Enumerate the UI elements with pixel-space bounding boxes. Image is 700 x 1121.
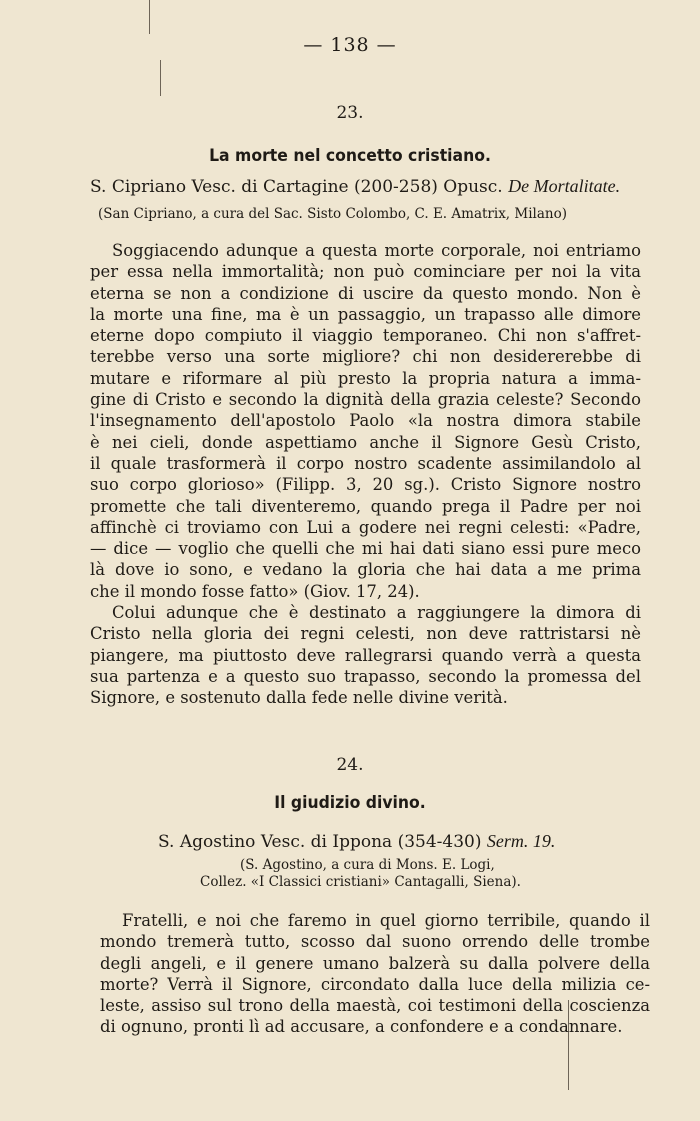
- text-line: Fratelli, e noi che faremo in quel giorno terribile, quando il: [122, 911, 650, 930]
- source-credit: (S. Agostino, a cura di Mons. E. Logi,: [240, 857, 495, 873]
- text-line: mondo tremerà tutto, scosso dal suono orrendo delle trombe: [100, 932, 650, 952]
- source-work-title: Serm. 19.: [486, 831, 556, 851]
- text-line: è nei cieli, donde aspettiamo anche il Signore Gesù Cristo,: [90, 432, 641, 452]
- text-line: Signore, e sostenuto dalla fede nelle divine verità.: [90, 688, 508, 708]
- text-line: morte? Verrà il Signore, circondato dalla luce della milizia ce-: [100, 974, 650, 994]
- text-line: gine di Cristo e secondo la dignità della grazia celeste? Secondo: [90, 390, 641, 410]
- text-line: l'insegnamento dell'apostolo Paolo «la nostra dimora stabile: [90, 411, 641, 431]
- margin-mark: [149, 0, 150, 34]
- source-credit: Collez. «I Classici cristiani» Cantagalli, Siena).: [200, 874, 521, 890]
- text-line: di ognuno, pronti lì ad accusare, a confondere e a condannare.: [100, 1017, 623, 1037]
- text-line: affinchè ci troviamo con Lui a godere nei regni celesti: «Padre,: [90, 517, 641, 537]
- text-line: degli angeli, e il genere umano balzerà su dalla polvere della: [100, 953, 650, 973]
- text-line: leste, assiso sul trono della maestà, coi testimoni della coscienza: [100, 996, 650, 1016]
- text-line: Soggiacendo adunque a questa morte corporale, noi entriamo: [112, 241, 641, 260]
- page-number: — 138 —: [303, 34, 397, 56]
- margin-mark: [160, 60, 161, 96]
- text-line: eterna se non a condizione di uscire da questo mondo. Non è: [90, 283, 641, 303]
- section-title: Il giudizio divino.: [274, 793, 426, 813]
- paragraph: [100, 910, 650, 1038]
- source-work-title: De Mortalitate.: [508, 176, 621, 196]
- text-line: mutare e riformare al più presto la propria natura a imma-: [90, 368, 641, 388]
- text-line: Colui adunque che è destinato a raggiungere la dimora di: [112, 603, 641, 623]
- source-credit: (San Cipriano, a cura del Sac. Sisto Colombo, C. E. Amatrix, Milano): [98, 206, 567, 222]
- source-author: S. Cipriano Vesc. di Cartagine (200-258) Opusc.: [90, 177, 503, 197]
- text-line: suo corpo glorioso» (Filipp. 3, 20 sg.). Cristo Signore nostro: [90, 475, 641, 495]
- text-line: terebbe verso una sorte migliore? chi non desidererebbe di: [90, 347, 641, 367]
- section-source: [158, 831, 555, 852]
- text-line: per essa nella immortalità; non può cominciare per noi la vita: [90, 262, 641, 282]
- section-number: 23.: [336, 103, 364, 123]
- section-title: La morte nel concetto cristiano.: [209, 146, 491, 166]
- text-line: Cristo nella gloria dei regni celesti, non deve rattristarsi nè: [90, 624, 641, 644]
- text-line: che il mondo fosse fatto» (Giov. 17, 24).: [90, 581, 420, 601]
- text-line: la morte una fine, ma è un passaggio, un trapasso alle dimore: [90, 304, 641, 324]
- section-number: 24.: [336, 755, 364, 775]
- paragraph: [90, 240, 641, 709]
- text-line: promette che tali diventeremo, quando prega il Padre per noi: [90, 496, 641, 516]
- text-line: eterne dopo compiuto il viaggio temporaneo. Chi non s'affret-: [90, 326, 641, 346]
- source-author: S. Agostino Vesc. di Ippona (354-430): [158, 832, 482, 852]
- section-source: [90, 176, 620, 197]
- text-line: piangere, ma piuttosto deve rallegrarsi quando verrà a questa: [90, 645, 641, 665]
- text-line: — dice — voglio che quelli che mi hai dati siano essi pure meco: [90, 539, 641, 559]
- text-line: là dove io sono, e vedano la gloria che hai data a me prima: [90, 560, 641, 580]
- text-line: il quale trasformerà il corpo nostro scadente assimilandolo al: [90, 453, 641, 473]
- text-line: sua partenza e a questo suo trapasso, secondo la promessa del: [90, 666, 641, 686]
